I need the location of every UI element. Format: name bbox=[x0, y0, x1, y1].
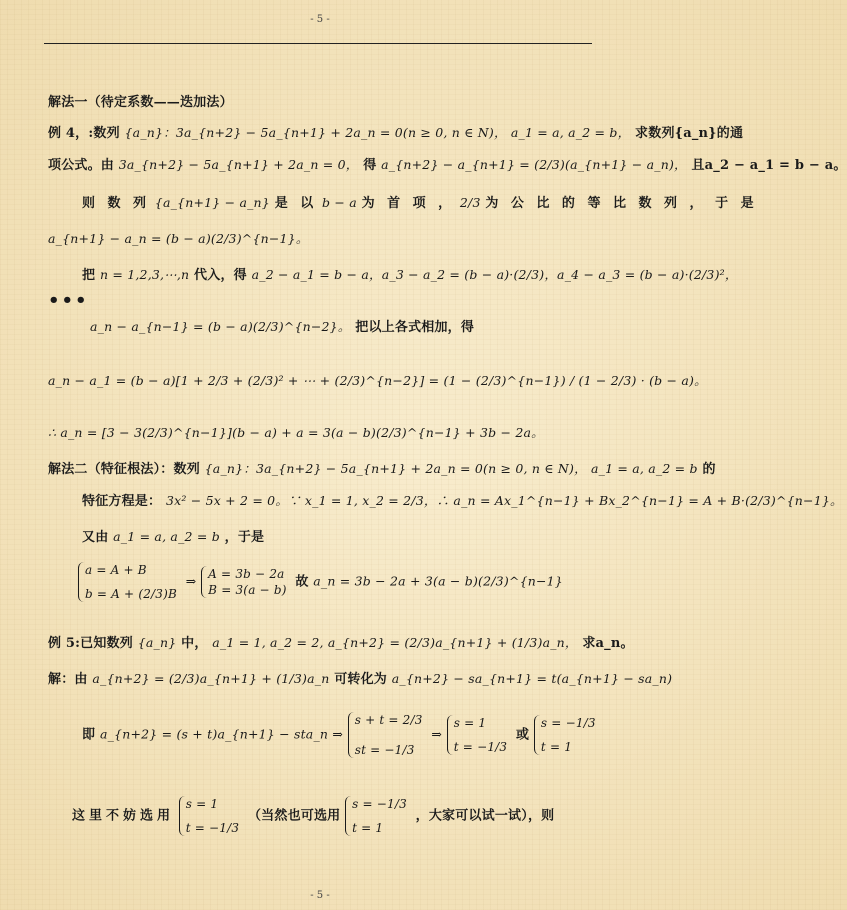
formula: 3x² − 5x + 2 = 0。∵ x_1 = 1, x_2 = 2/3，∴ a_n = Ax_1^{n−1} + Bx_2^{n−1} = A + B·(2/3)^{n−1}。 bbox=[165, 493, 843, 508]
text: 中， bbox=[181, 636, 208, 651]
sys-row: A = 3b − 2a bbox=[208, 567, 285, 581]
text: 则 数 列 bbox=[82, 196, 151, 211]
text: 例 4，:数列 bbox=[48, 126, 120, 141]
formula: a_n = 3b − 2a + 3(a − b)(2/3)^{n−1} bbox=[313, 573, 563, 589]
sys-row: b = A + (2/3)B bbox=[85, 587, 178, 601]
formula: {a_{n+1} − a_n} bbox=[154, 195, 270, 210]
sum-line bbox=[48, 372, 707, 391]
method-two-line-1 bbox=[48, 460, 716, 479]
system-choice-1 bbox=[179, 796, 243, 836]
page-number-top: - 5 - bbox=[310, 14, 330, 25]
method-two-line-2 bbox=[82, 492, 843, 511]
text: （当然也可选用 bbox=[247, 808, 341, 824]
example-4-line-2 bbox=[48, 156, 847, 175]
text: 求数列{a_n}的通 bbox=[635, 126, 744, 141]
system-right bbox=[201, 566, 290, 598]
text: 求a_n。 bbox=[582, 636, 634, 651]
formula: {a_n}：3a_{n+2} − 5a_{n+1} + 2a_n = 0(n ≥ 0, n ∈ N)， a_1 = a, a_2 = b bbox=[204, 461, 698, 476]
formula: a_{n+2} = (2/3)a_{n+1} + (1/3)a_n bbox=[92, 671, 330, 686]
header-rule bbox=[44, 43, 592, 44]
page-number-bottom: - 5 - bbox=[310, 890, 330, 901]
formula: b − a bbox=[321, 195, 357, 210]
substitution-line bbox=[82, 266, 738, 285]
system-sol-2 bbox=[534, 715, 600, 755]
text: ，大家可以试一试），则 bbox=[415, 808, 555, 824]
text: 解：由 bbox=[48, 672, 88, 687]
formula: a_n − a_{n−1} = (b − a)(2/3)^{n−2}。 bbox=[90, 319, 351, 334]
text: 特征方程是： bbox=[82, 494, 162, 509]
sys-row: t = −1/3 bbox=[453, 740, 508, 754]
text: 为 首 项 ， bbox=[361, 196, 456, 211]
sys-row: t = 1 bbox=[352, 821, 384, 835]
formula: a_{n+2} − a_{n+1} = (2/3)(a_{n+1} − a_n)， bbox=[381, 157, 687, 172]
implies: ⇒ bbox=[431, 726, 443, 742]
sys-row: t = −1/3 bbox=[185, 821, 240, 835]
formula: 3a_{n+2} − 5a_{n+1} + 2a_n = 0， bbox=[118, 157, 359, 172]
text: 或 bbox=[515, 727, 530, 743]
text: 这里不妨选用 bbox=[72, 808, 175, 824]
text: 故 bbox=[295, 574, 309, 590]
formula: {a_n}：3a_{n+2} − 5a_{n+1} + 2a_n = 0(n ≥ 0, n ∈ N)， a_1 = a, a_2 = b， bbox=[124, 125, 631, 140]
formula: a_{n+2} = (s + t)a_{n+1} − sta_n ⇒ bbox=[99, 726, 343, 742]
sys-row: B = 3(a − b) bbox=[208, 583, 287, 597]
formula: a_1 = 1, a_2 = 2, a_{n+2} = (2/3)a_{n+1} + (1/3)a_n， bbox=[212, 635, 578, 650]
system-choice-2 bbox=[345, 796, 411, 836]
text: 且a_2 − a_1 = b − a。 bbox=[691, 158, 847, 173]
text: 是 以 bbox=[274, 196, 318, 211]
example-4-line-1 bbox=[48, 124, 743, 143]
system-sol-1 bbox=[447, 715, 511, 755]
sys-row: t = 1 bbox=[540, 740, 573, 754]
formula: a_1 = a, a_2 = b bbox=[113, 529, 220, 544]
text: 解法二（特征根法）：数列 bbox=[48, 462, 200, 477]
formula: a_2 − a_1 = b − a，a_3 − a_2 = (b − a)·(2/3)，a_4 − a_3 = (b − a)·(2/3)²， bbox=[251, 267, 738, 282]
implies: ⇒ bbox=[185, 573, 197, 589]
system-st bbox=[348, 712, 427, 758]
example-4-line-4 bbox=[48, 230, 309, 249]
formula: a_{n+2} − sa_{n+1} = t(a_{n+1} − sa_n) bbox=[391, 671, 673, 686]
sys-row: a = A + B bbox=[85, 563, 147, 577]
result-line bbox=[48, 424, 544, 443]
last-term-line bbox=[90, 318, 474, 337]
method-one-heading: 解法一（待定系数——迭加法） bbox=[48, 95, 233, 110]
text: 把以上各式相加，得 bbox=[355, 320, 475, 335]
text: 为 公 比 的 等 比 数 列 ， 于 是 bbox=[485, 196, 758, 211]
text: 例 5:已知数列 bbox=[48, 636, 133, 651]
solution-line-3 bbox=[72, 796, 554, 836]
example-4-line-3 bbox=[82, 194, 758, 213]
text: 得 bbox=[363, 158, 377, 173]
formula: ∴ a_n = [3 − 3(2/3)^{n−1}](b − a) + a = 3(a − b)(2/3)^{n−1} + 3b − 2a。 bbox=[48, 425, 544, 440]
solution-line-2 bbox=[82, 712, 600, 758]
sys-row: s + t = 2/3 bbox=[354, 713, 423, 727]
text: 可转化为 bbox=[334, 672, 387, 687]
ellipsis: ••• bbox=[48, 290, 89, 311]
text: 代入，得 bbox=[194, 268, 247, 283]
formula: a_n − a_1 = (b − a)[1 + 2/3 + (2/3)² + ⋯ + (2/3)^{n−2}] = (1 − (2/3)^{n−1}) / (1 − 2/3) · (b − a)。 bbox=[48, 373, 707, 388]
text: 即 bbox=[82, 727, 96, 743]
sys-row: st = −1/3 bbox=[354, 743, 415, 757]
text: ，于是 bbox=[224, 530, 265, 545]
solution-line-1 bbox=[48, 670, 672, 689]
text: 又由 bbox=[82, 530, 109, 545]
system-left bbox=[78, 562, 181, 602]
sys-row: s = 1 bbox=[453, 716, 487, 730]
text: 项公式。由 bbox=[48, 158, 115, 173]
formula: 2/3 bbox=[459, 195, 481, 210]
method-two-line-3 bbox=[82, 528, 264, 547]
sys-row: s = −1/3 bbox=[540, 716, 596, 730]
formula: n = 1,2,3,⋯,n bbox=[99, 267, 190, 282]
sys-row: s = −1/3 bbox=[352, 797, 407, 811]
text: 的 bbox=[702, 462, 716, 477]
sys-row: s = 1 bbox=[185, 797, 219, 811]
equation-system-line bbox=[78, 562, 563, 602]
formula: {a_n} bbox=[137, 635, 177, 650]
example-5-line bbox=[48, 634, 634, 653]
text: 把 bbox=[82, 268, 96, 283]
formula: a_{n+1} − a_n = (b − a)(2/3)^{n−1}。 bbox=[48, 231, 309, 246]
